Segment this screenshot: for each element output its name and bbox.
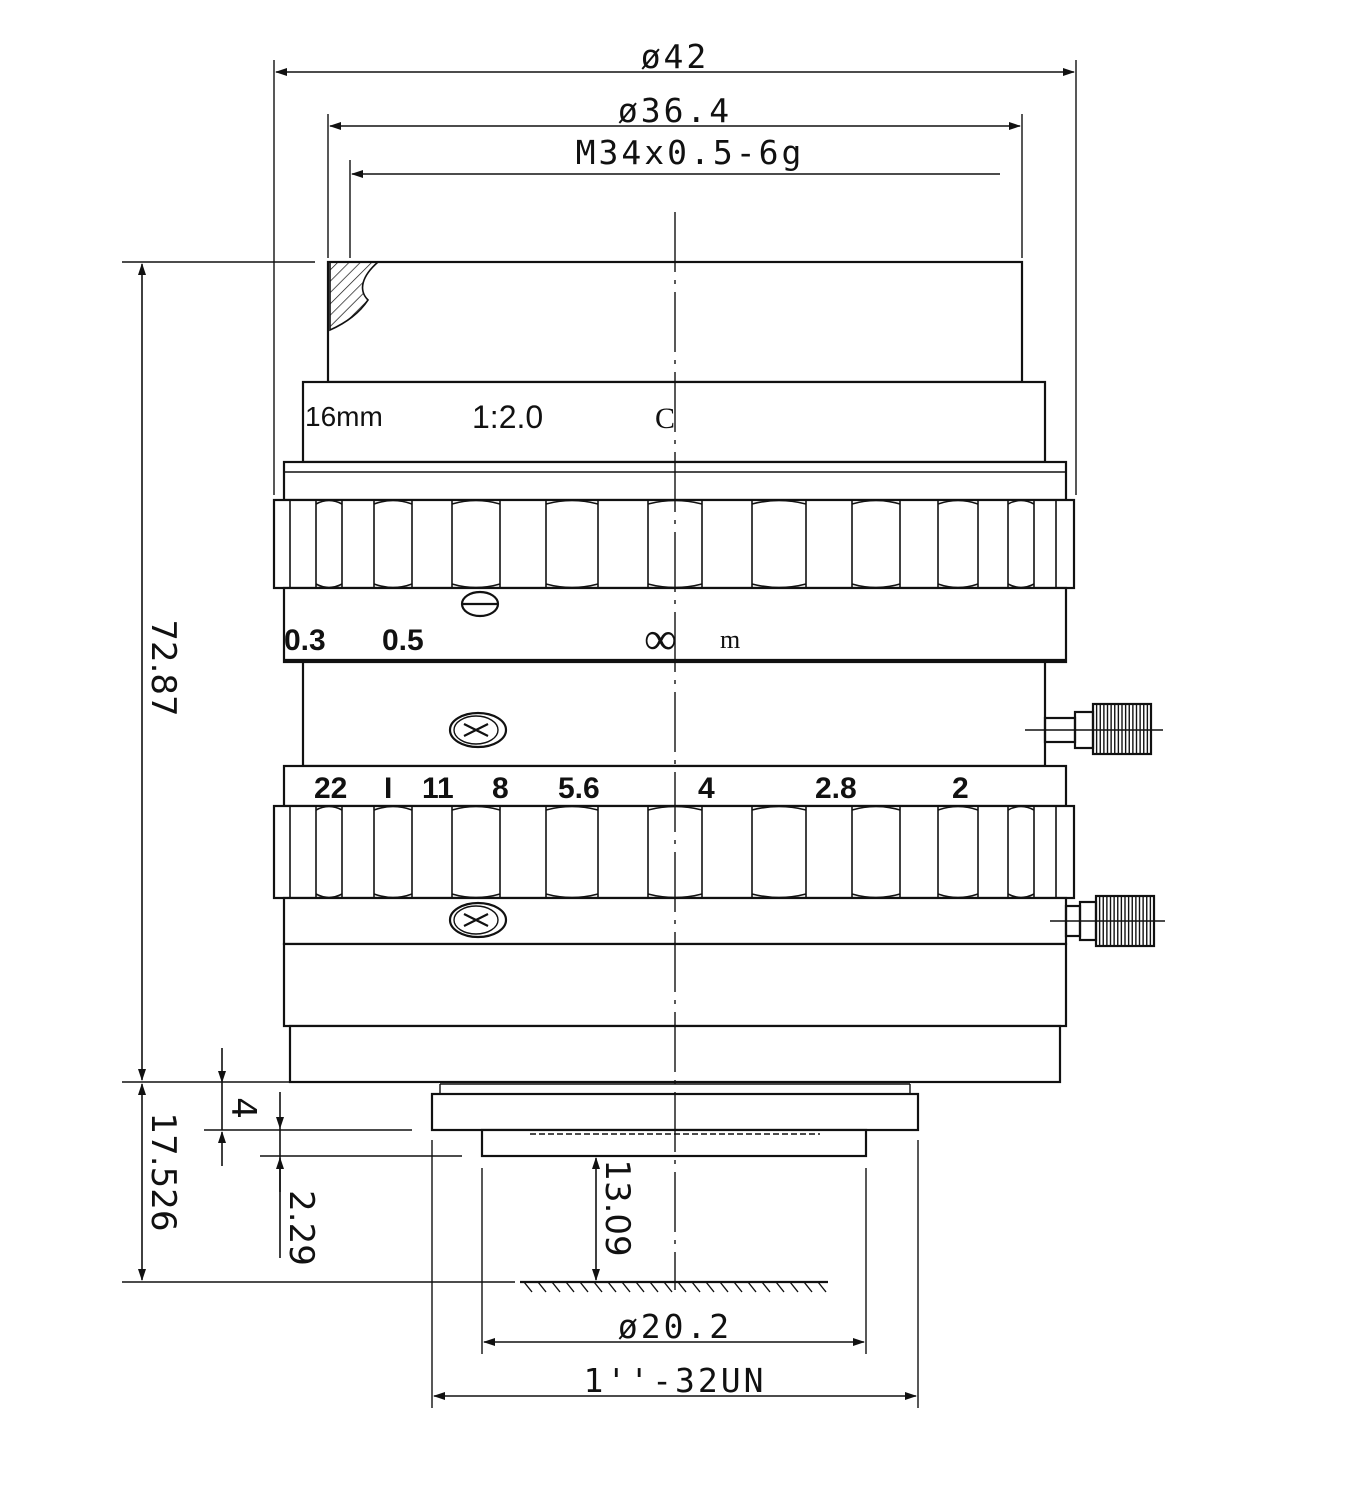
focus-mark-0.3: 0.3	[284, 624, 326, 657]
aperture-mark-5.6: 5.6	[558, 772, 600, 805]
dim-rear-diameter-label: ø20.2	[617, 1307, 733, 1346]
dim-outer-diameter-label: ø42	[640, 37, 710, 76]
dim-front-diameter-label: ø36.4	[617, 91, 733, 130]
focus-knurl-ring	[274, 500, 1074, 588]
dim-filter-thread-label: M34x0.5-6g	[575, 133, 805, 172]
aperture-mark-2: 2	[952, 772, 969, 805]
dim-mount-thread-label: 1''-32UN	[583, 1361, 767, 1400]
dim-rear-diameter	[482, 1168, 866, 1354]
aperture-mark-11: 11	[422, 772, 454, 805]
focus-mark-infinity: ∞	[644, 613, 677, 664]
aperture-mark-4: 4	[698, 772, 715, 805]
aperture-knurl-ring	[274, 806, 1074, 898]
focal-length-label: 16mm	[305, 401, 383, 432]
aperture-mark-I: I	[384, 772, 393, 805]
image-plane	[520, 1282, 828, 1292]
dim-back-focal	[596, 1158, 637, 1280]
aperture-mark-2.8: 2.8	[815, 772, 857, 805]
dim-back-focal-label: 13.09	[597, 1159, 637, 1257]
aperture-ratio-label: 1:2.0	[472, 399, 544, 435]
dim-mount-depth-label: 2.29	[281, 1190, 321, 1266]
aperture-lock-knob-icon[interactable]	[1050, 896, 1165, 946]
dim-total-length-label: 72.87	[143, 619, 183, 717]
dim-flange-thickness-label: 4	[223, 1097, 263, 1119]
mount-type-label: C	[655, 402, 676, 435]
lens-body	[274, 262, 1074, 1156]
dim-flange-distance-label: 17.526	[143, 1112, 183, 1232]
focus-unit-label: m	[720, 625, 741, 654]
focus-mark-0.5: 0.5	[382, 624, 424, 657]
middle-barrel	[303, 662, 1045, 766]
aperture-mark-22: 22	[314, 772, 348, 805]
aperture-mark-8: 8	[492, 772, 509, 805]
